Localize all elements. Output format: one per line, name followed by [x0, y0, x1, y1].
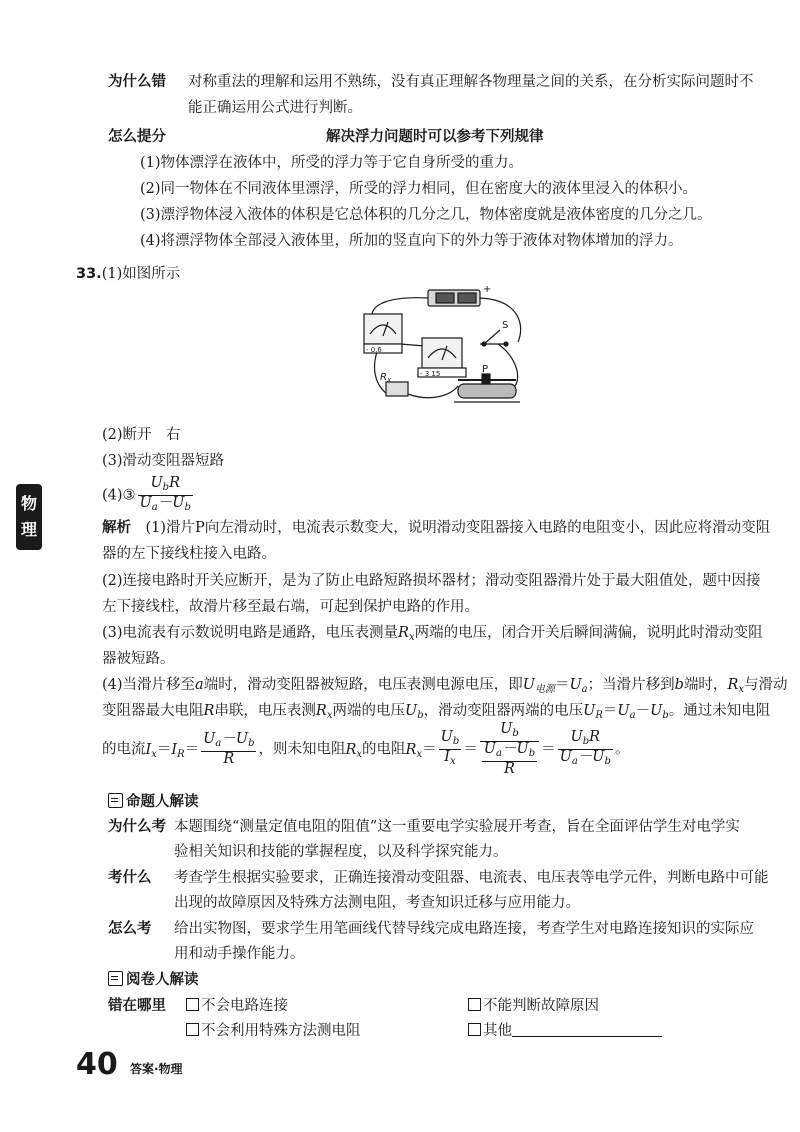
proposer-how-text-2: 用和动手操作能力。 — [174, 946, 305, 962]
option-3[interactable]: 不会利用特殊方法测电阻 — [186, 1019, 361, 1040]
checkbox[interactable] — [468, 998, 481, 1011]
analysis-p4b: 变阻器最大电阻R串联，电压表测$R_x$两端的电压$U_b$，滑动变阻器两端的电压$U_R=U_a-U_b$。通过未知电阻 — [102, 703, 771, 721]
how-improve-title: 解决浮力问题时可以参考下列规律 — [326, 129, 544, 145]
part1-text: (1)如图所示 — [101, 266, 181, 282]
side-tab-char-2: 理 — [20, 520, 37, 539]
side-tab-char-1: 物 — [20, 494, 37, 513]
grader-where-label: 错在哪里 — [108, 998, 166, 1014]
subject-side-tab — [16, 484, 42, 550]
analysis-p3a: (3)电流表有示数说明电路是通路，电压表测量$R_x$两端的电压，闭合开关后瞬间满偏，说明此时滑动变阻 — [102, 625, 763, 643]
question-number: 33. — [76, 266, 102, 282]
analysis-p1b: 器的左下接线柱接入电路。 — [102, 546, 276, 562]
nested-fraction: $\frac{U_b}{\frac{U_a-U_b}{R}}$ — [480, 722, 539, 777]
wire-a-v — [400, 344, 425, 346]
why-wrong-text-1: 对称重法的理解和运用不熟练，没有真正理解各物理量之间的关系，在分析实际问题时不 — [188, 74, 754, 90]
ammeter-terminals: - 0.6 — [366, 346, 382, 354]
option-4[interactable]: 其他 — [468, 1019, 662, 1040]
ammeter — [364, 314, 402, 344]
option-1[interactable]: 不会电路连接 — [186, 994, 288, 1015]
footer-label: 答案·物理 — [130, 1062, 183, 1076]
proposer-what-text-2: 出现的故障原因及特殊方法测电阻，考查知识迁移与应用能力。 — [174, 895, 580, 911]
analysis-p2b: 左下接线柱，故滑片移至最右端，可起到保护电路的作用。 — [102, 599, 479, 615]
checkbox[interactable] — [186, 998, 199, 1011]
proposer-how-text-1: 给出实物图，要求学生用笔画线代替导线完成电路连接，考查学生对电路连接知识的实际应 — [174, 921, 754, 937]
note-icon — [108, 793, 123, 808]
analysis-p4c: 的电流$I_x=I_R=$ $\frac{U_a-U_b}{R}$ ，则未知电阻$R_x$的电阻$R_x=$ $\frac{U_b}{I_x}$ ＝ $\frac{U_b}{\frac{U_a-U_b}{R}}$ ＝ $\frac{U_bR}{U_a-U_b}$ 。 — [102, 721, 630, 777]
rule-2: (2)同一物体在不同液体里漂浮，所受的浮力相同，但在密度大的液体里浸入的体积小。 — [140, 181, 698, 197]
circuit-diagram — [350, 286, 540, 411]
slider-label: P — [482, 364, 489, 375]
rx-label: $R_x$ — [380, 372, 392, 384]
part4 — [102, 476, 195, 515]
switch-label: S — [502, 320, 509, 331]
rule-1: (1)物体漂浮在液体中，所受的浮力等于它自身所受的重力。 — [140, 155, 524, 171]
part4-prefix: (4)③ — [102, 487, 136, 504]
proposer-why-text-1: 本题围绕“测量定值电阻的阻值”这一重要电学实验展开考查，旨在全面评估学生对电学实 — [174, 819, 740, 835]
option-2[interactable]: 不能判断故障原因 — [468, 994, 599, 1015]
battery-plus: + — [483, 286, 492, 295]
checkbox[interactable] — [186, 1023, 199, 1036]
proposer-how-label: 怎么考 — [108, 921, 152, 937]
wire-right-top — [480, 298, 521, 342]
analysis-p4a: (4)当滑片移至a端时，滑动变阻器被短路，电压表测电源电压，即$U_{电源}=U_a$；当滑片移到b端时，$R_x$与滑动 — [102, 677, 788, 695]
analysis-p3b: 器被短路。 — [102, 651, 175, 667]
voltmeter — [422, 338, 462, 368]
page-number: 40 — [76, 1047, 118, 1082]
proposer-why-text-2: 验相关知识和技能的掌握程度，以及科学探究能力。 — [174, 844, 508, 860]
part2: (2)断开 右 — [102, 427, 181, 443]
why-wrong-label: 为什么错 — [108, 74, 166, 90]
switch-blade — [484, 330, 500, 344]
proposer-why-label: 为什么考 — [108, 819, 166, 835]
part3: (3)滑动变阻器短路 — [102, 453, 225, 469]
proposer-what-label: 考什么 — [108, 870, 152, 886]
other-blank[interactable] — [512, 1022, 662, 1037]
question-33-part1 — [76, 262, 180, 283]
grader-heading: 阅卷人解读 — [108, 968, 199, 989]
proposer-what-text-1: 考查学生根据实验要求，正确连接滑动变阻器、电流表、电压表等电学元件，判断电路中可能 — [174, 870, 769, 886]
proposer-heading: 命题人解读 — [108, 790, 199, 811]
voltmeter-terminals: - 3 15 — [420, 370, 441, 378]
why-wrong-text-2: 能正确运用公式进行判断。 — [188, 100, 362, 116]
resistor-rx — [386, 382, 408, 396]
analysis-p2a: (2)连接电路时开关应断开，是为了防止电路短路损坏器材；滑动变阻器滑片处于最大阻值处，题中因接 — [102, 573, 761, 589]
rule-3: (3)漂浮物体浸入液体的体积是它总体积的几分之几，物体密度就是液体密度的几分之几。 — [140, 207, 712, 223]
part4-fraction: $\frac{U_bR}{U_a-U_b}$ — [139, 475, 191, 513]
how-improve-label: 怎么提分 — [108, 129, 166, 145]
wire-rx-rheo — [408, 386, 458, 398]
analysis-label: 解析 — [102, 520, 131, 536]
note-icon — [108, 971, 123, 986]
analysis-p1a: 解析 (1)滑片P向左滑动时，电流表示数变大，说明滑动变阻器接入电路的电阻变小，因此应将滑动变阻 — [102, 520, 771, 536]
rule-4: (4)将漂浮物体全部浸入液体里，所加的竖直向下的外力等于液体对物体增加的浮力。 — [140, 233, 683, 249]
checkbox[interactable] — [468, 1023, 481, 1036]
rheostat — [458, 384, 516, 398]
